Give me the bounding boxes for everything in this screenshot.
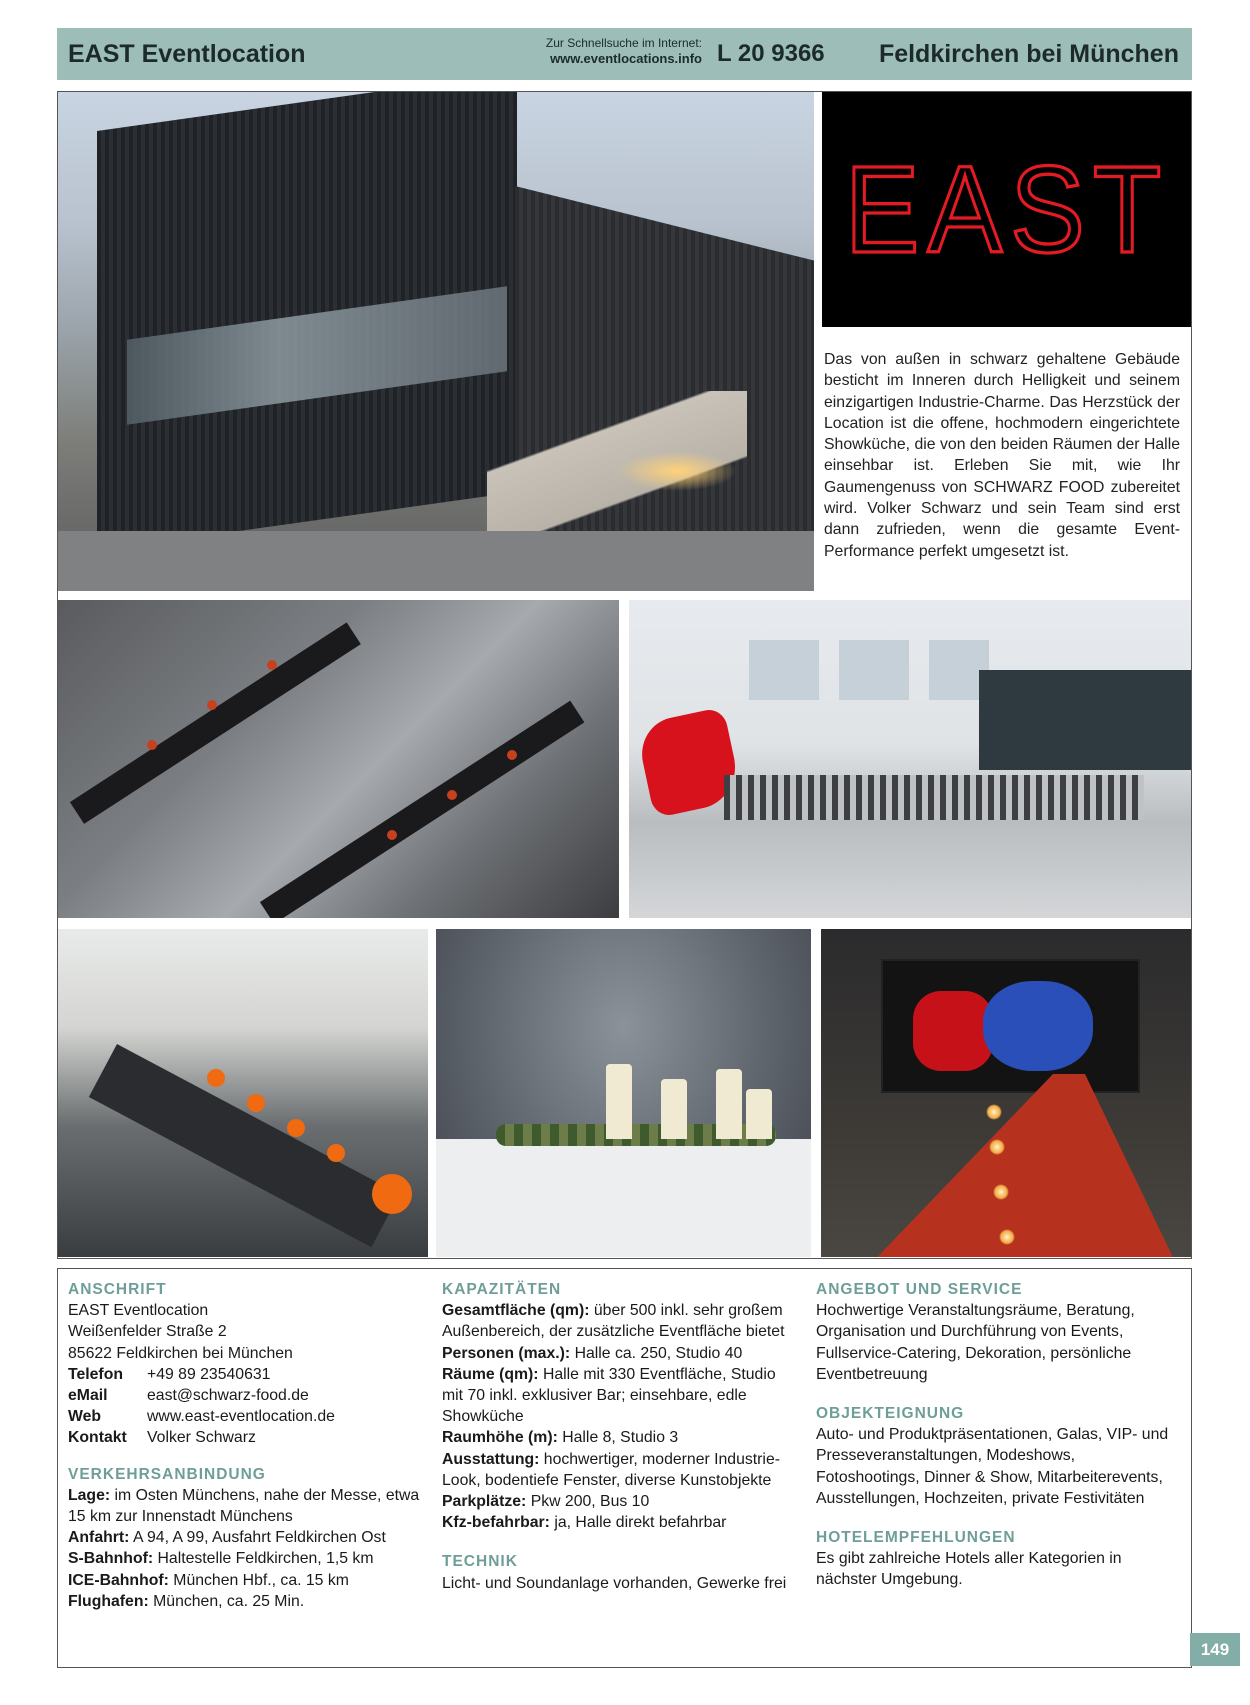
info-box [57,1268,1192,1668]
objekteignung-text: Auto- und Produktpräsentationen, Galas, VIP- und Presseveranstaltungen, Modeshows, Fotoshootings, Dinner & Show, Mitarbeiterevents, Ausstellungen, Hochzeiten, private Festivitäten [816,1426,1169,1507]
verkehr-flughafen: Flughafen: München, ca. 25 Min. [68,1592,305,1610]
search-hint-block [437,36,702,66]
cap-kfz: Kfz-befahrbar: ja, Halle direkt befahrbar [442,1514,727,1532]
phone-value[interactable]: +49 89 23540631 [147,1365,271,1383]
section-title-anschrift: ANSCHRIFT [68,1281,167,1298]
column-address [68,1279,438,1612]
verkehr-anfahrt: Anfahrt: A 94, A 99, Ausfahrt Feldkirchen Ost [68,1529,386,1547]
section-title-kapazitaeten: KAPAZITÄTEN [442,1281,562,1298]
angebot-text: Hochwertige Veranstaltungsräume, Beratung, Organisation und Durchführung von Events, Fullservice-Catering, Dekoration, persönliche Eventbetreuung [816,1302,1135,1383]
header-band [57,28,1192,80]
red-table-studio-photo [821,929,1192,1257]
intro-text: Das von außen in schwarz gehaltene Gebäude besticht im Inneren durch Helligkeit und seinem einzigartigen Industrie-Charme. Das Herzstück der Location ist die offene, hochmodern eingerichtete Showküche, die von den beiden Räumen der Halle einsehbar ist. Erleben Sie mit, wie Ihr Gaumengenuss von SCHWARZ FOOD zubereitet wird. Volker Schwarz und sein Team sind erst dann zufrieden, wenn die gesamte Event-Performance perfekt umgesetzt ist. [824,351,1180,560]
contact-email: eMail east@schwarz-food.de [68,1385,438,1406]
east-logo-image [822,91,1192,327]
location-title: EAST Eventlocation [68,40,306,68]
location-city: Feldkirchen bei München [878,40,1179,68]
column-services [816,1279,1176,1591]
cap-parkplaetze: Parkplätze: Pkw 200, Bus 10 [442,1493,650,1511]
address-line: Weißenfelder Straße 2 [68,1323,227,1341]
web-link[interactable]: www.east-eventlocation.de [147,1408,335,1426]
contact-phone: Telefon +49 89 23540631 [68,1364,438,1385]
section-title-hotel: HOTELEMPFEHLUNGEN [816,1529,1016,1547]
event-hall-photo [629,600,1192,918]
section-title-angebot: ANGEBOT UND SERVICE [816,1281,1023,1298]
section-title-objekteignung: OBJEKTEIGNUNG [816,1405,965,1423]
section-title-verkehr: VERKEHRSANBINDUNG [68,1465,266,1483]
verkehr-lage: Lage: im Osten Münchens, nahe der Messe, etwa 15 km zur Innenstadt Münchens [68,1486,420,1526]
contact-web: Web www.east-eventlocation.de [68,1406,438,1427]
hotel-text: Es gibt zahlreiche Hotels aller Kategorien in nächster Umgebung. [816,1550,1122,1589]
verkehr-ice: ICE-Bahnhof: München Hbf., ca. 15 km [68,1571,349,1589]
artwork [881,959,1140,1093]
banquet-tables-photo [57,600,619,918]
cap-personen: Personen (max.): Halle ca. 250, Studio 40 [442,1344,743,1362]
cap-gesamtflaeche: Gesamtfläche (qm): über 500 inkl. sehr großem Außenbereich, der zusätzliche Eventfläche bietet [442,1302,785,1341]
column-capacity [442,1279,787,1594]
search-url[interactable]: www.eventlocations.info [550,51,702,66]
candle-table-photo [436,929,811,1257]
section-title-technik: TECHNIK [442,1553,518,1571]
contact-person: Kontakt Volker Schwarz [68,1427,438,1448]
address-line: 85622 Feldkirchen bei München [68,1344,293,1362]
location-code: L 20 9366 [717,40,825,67]
page-number: 149 [1190,1633,1240,1666]
dining-table-photo [57,929,428,1257]
search-hint: Zur Schnellsuche im Internet: [545,36,702,50]
verkehr-sbahn: S-Bahnhof: Haltestelle Feldkirchen, 1,5 km [68,1550,374,1568]
building-exterior-photo [57,91,814,591]
cap-raumhoehe: Raumhöhe (m): Halle 8, Studio 3 [442,1429,679,1447]
cap-ausstattung: Ausstattung: hochwertiger, moderner Industrie-Look, bodentiefe Fenster, diverse Kunstobjekte [442,1450,780,1489]
east-logo: EAST [844,140,1170,278]
address-line: EAST Eventlocation [68,1302,209,1320]
cap-raeume: Räume (qm): Halle mit 330 Eventfläche, Studio mit 70 inkl. exklusiver Bar; einsehbare, edle Showküche [442,1365,776,1426]
email-link[interactable]: east@schwarz-food.de [147,1387,309,1405]
technik-text: Licht- und Soundanlage vorhanden, Gewerke frei [442,1574,787,1592]
contact-name: Volker Schwarz [147,1429,256,1447]
